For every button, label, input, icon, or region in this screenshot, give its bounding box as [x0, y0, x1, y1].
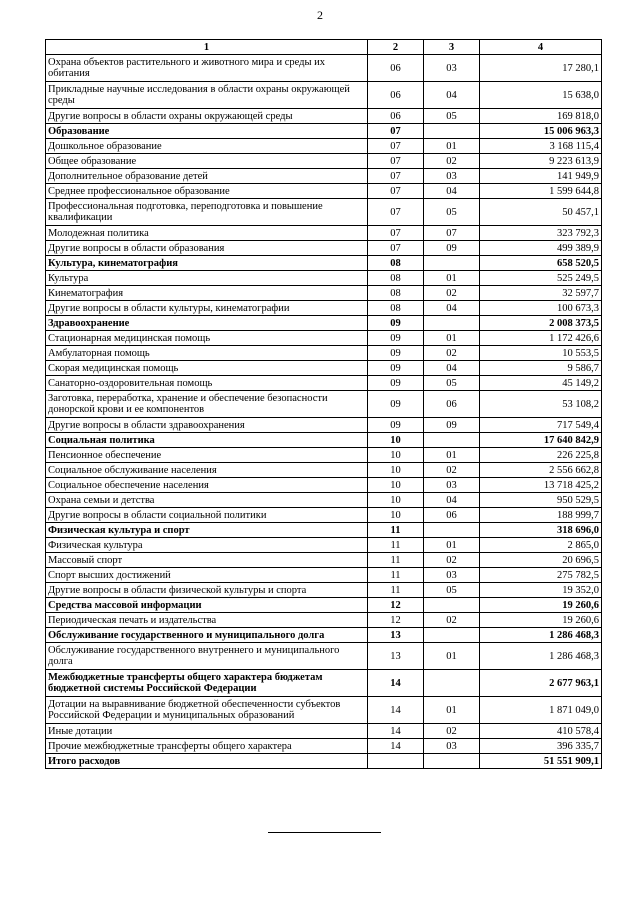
row-subsection-cell: 04 [424, 301, 480, 316]
row-section-cell: 06 [368, 109, 424, 124]
row-subsection-cell: 02 [424, 154, 480, 169]
row-name-cell: Скорая медицинская помощь [46, 361, 368, 376]
table-row [46, 643, 602, 670]
row-name-cell: Другие вопросы в области образования [46, 241, 368, 256]
row-section-cell: 09 [368, 346, 424, 361]
row-name-cell: Физическая культура [46, 538, 368, 553]
row-amount-cell: 51 551 909,1 [480, 754, 602, 769]
row-name-cell: Охрана семьи и детства [46, 493, 368, 508]
row-amount-cell: 226 225,8 [480, 448, 602, 463]
row-subsection-cell: 02 [424, 553, 480, 568]
row-subsection-cell: 01 [424, 448, 480, 463]
row-name-cell: Другие вопросы в области охраны окружающей среды [46, 109, 368, 124]
table-row [46, 628, 602, 643]
table-row [46, 124, 602, 139]
row-name-cell: Дотации на выравнивание бюджетной обеспеченности субъектов Российской Федерации и муниципальных образований [46, 697, 368, 724]
page-number: 2 [317, 8, 323, 22]
row-subsection-cell [424, 754, 480, 769]
row-name-cell: Периодическая печать и издательства [46, 613, 368, 628]
budget-table [45, 39, 602, 769]
row-name-cell: Культура, кинематография [46, 256, 368, 271]
table-row [46, 613, 602, 628]
table-row [46, 169, 602, 184]
row-section-cell: 08 [368, 286, 424, 301]
row-subsection-cell: 05 [424, 376, 480, 391]
row-section-cell: 12 [368, 613, 424, 628]
row-subsection-cell [424, 670, 480, 697]
table-row [46, 463, 602, 478]
table-row [46, 568, 602, 583]
table-row [46, 697, 602, 724]
table-row [46, 418, 602, 433]
row-name-cell: Заготовка, переработка, хранение и обеспечение безопасности донорской крови и ее компонентов [46, 391, 368, 418]
table-row [46, 724, 602, 739]
row-subsection-cell: 02 [424, 346, 480, 361]
row-name-cell: Культура [46, 271, 368, 286]
row-name-cell: Охрана объектов растительного и животного мира и среды их обитания [46, 55, 368, 82]
row-subsection-cell: 02 [424, 724, 480, 739]
row-name-cell: Средства массовой информации [46, 598, 368, 613]
row-section-cell: 14 [368, 670, 424, 697]
row-section-cell [368, 754, 424, 769]
row-section-cell: 09 [368, 391, 424, 418]
row-section-cell: 06 [368, 55, 424, 82]
row-section-cell: 10 [368, 463, 424, 478]
table-row [46, 346, 602, 361]
row-name-cell: Другие вопросы в области физической культуры и спорта [46, 583, 368, 598]
row-amount-cell: 950 529,5 [480, 493, 602, 508]
table-row [46, 508, 602, 523]
row-amount-cell: 2 556 662,8 [480, 463, 602, 478]
row-name-cell: Дополнительное образование детей [46, 169, 368, 184]
row-name-cell: Санаторно-оздоровительная помощь [46, 376, 368, 391]
row-subsection-cell: 04 [424, 493, 480, 508]
row-section-cell: 10 [368, 448, 424, 463]
table-row [46, 199, 602, 226]
row-section-cell: 09 [368, 418, 424, 433]
row-name-cell: Профессиональная подготовка, переподготовка и повышение квалификации [46, 199, 368, 226]
row-amount-cell: 15 638,0 [480, 82, 602, 109]
table-row [46, 109, 602, 124]
row-name-cell: Другие вопросы в области социальной политики [46, 508, 368, 523]
row-amount-cell: 13 718 425,2 [480, 478, 602, 493]
row-name-cell: Среднее профессиональное образование [46, 184, 368, 199]
row-section-cell: 11 [368, 523, 424, 538]
row-subsection-cell: 04 [424, 82, 480, 109]
row-section-cell: 07 [368, 139, 424, 154]
row-subsection-cell: 04 [424, 184, 480, 199]
row-subsection-cell: 02 [424, 286, 480, 301]
row-amount-cell: 396 335,7 [480, 739, 602, 754]
row-section-cell: 06 [368, 82, 424, 109]
row-amount-cell: 188 999,7 [480, 508, 602, 523]
table-row [46, 154, 602, 169]
row-subsection-cell: 05 [424, 583, 480, 598]
table-row [46, 256, 602, 271]
row-section-cell: 07 [368, 241, 424, 256]
row-amount-cell: 2 008 373,5 [480, 316, 602, 331]
row-section-cell: 11 [368, 553, 424, 568]
row-subsection-cell: 03 [424, 55, 480, 82]
row-subsection-cell: 01 [424, 331, 480, 346]
row-name-cell: Межбюджетные трансферты общего характера бюджетам бюджетной системы Российской Федерации [46, 670, 368, 697]
row-section-cell: 08 [368, 256, 424, 271]
row-amount-cell: 45 149,2 [480, 376, 602, 391]
footer-rule [268, 832, 381, 833]
table-row [46, 331, 602, 346]
table-row [46, 361, 602, 376]
table-row [46, 433, 602, 448]
row-name-cell: Обслуживание государственного и муниципального долга [46, 628, 368, 643]
table-row [46, 241, 602, 256]
row-section-cell: 07 [368, 154, 424, 169]
row-subsection-cell: 02 [424, 613, 480, 628]
row-subsection-cell: 01 [424, 271, 480, 286]
table-row [46, 598, 602, 613]
row-subsection-cell: 06 [424, 508, 480, 523]
row-amount-cell: 2 677 963,1 [480, 670, 602, 697]
row-amount-cell: 1 286 468,3 [480, 643, 602, 670]
row-name-cell: Итого расходов [46, 754, 368, 769]
row-name-cell: Другие вопросы в области культуры, кинематографии [46, 301, 368, 316]
row-name-cell: Здравоохранение [46, 316, 368, 331]
table-row [46, 55, 602, 82]
row-subsection-cell: 05 [424, 199, 480, 226]
row-section-cell: 07 [368, 124, 424, 139]
row-subsection-cell [424, 316, 480, 331]
table-row [46, 493, 602, 508]
row-amount-cell: 525 249,5 [480, 271, 602, 286]
row-section-cell: 11 [368, 568, 424, 583]
row-amount-cell: 50 457,1 [480, 199, 602, 226]
row-subsection-cell: 03 [424, 478, 480, 493]
row-amount-cell: 17 640 842,9 [480, 433, 602, 448]
row-amount-cell: 1 286 468,3 [480, 628, 602, 643]
row-section-cell: 07 [368, 226, 424, 241]
row-name-cell: Стационарная медицинская помощь [46, 331, 368, 346]
row-amount-cell: 10 553,5 [480, 346, 602, 361]
row-section-cell: 07 [368, 199, 424, 226]
column-header-section: 2 [368, 40, 424, 55]
row-section-cell: 13 [368, 643, 424, 670]
row-section-cell: 11 [368, 538, 424, 553]
row-name-cell: Другие вопросы в области здравоохранения [46, 418, 368, 433]
row-subsection-cell [424, 124, 480, 139]
row-amount-cell: 19 260,6 [480, 613, 602, 628]
row-subsection-cell [424, 598, 480, 613]
row-amount-cell: 15 006 963,3 [480, 124, 602, 139]
table-row [46, 754, 602, 769]
row-subsection-cell [424, 256, 480, 271]
row-subsection-cell: 03 [424, 169, 480, 184]
row-section-cell: 07 [368, 184, 424, 199]
row-section-cell: 09 [368, 376, 424, 391]
row-subsection-cell [424, 433, 480, 448]
table-row [46, 271, 602, 286]
row-amount-cell: 100 673,3 [480, 301, 602, 316]
row-name-cell: Образование [46, 124, 368, 139]
column-header-subsection: 3 [424, 40, 480, 55]
row-amount-cell: 717 549,4 [480, 418, 602, 433]
row-subsection-cell: 03 [424, 568, 480, 583]
row-subsection-cell: 05 [424, 109, 480, 124]
table-row [46, 553, 602, 568]
row-amount-cell: 2 865,0 [480, 538, 602, 553]
row-subsection-cell: 04 [424, 361, 480, 376]
table-row [46, 739, 602, 754]
row-amount-cell: 32 597,7 [480, 286, 602, 301]
table-row [46, 226, 602, 241]
row-name-cell: Пенсионное обеспечение [46, 448, 368, 463]
row-section-cell: 10 [368, 508, 424, 523]
column-header-name: 1 [46, 40, 368, 55]
row-amount-cell: 318 696,0 [480, 523, 602, 538]
row-name-cell: Прочие межбюджетные трансферты общего характера [46, 739, 368, 754]
row-section-cell: 07 [368, 169, 424, 184]
row-section-cell: 12 [368, 598, 424, 613]
row-amount-cell: 19 352,0 [480, 583, 602, 598]
row-section-cell: 08 [368, 301, 424, 316]
column-header-amount: 4 [480, 40, 602, 55]
row-subsection-cell: 09 [424, 241, 480, 256]
table-row [46, 538, 602, 553]
row-name-cell: Обслуживание государственного внутреннего и муниципального долга [46, 643, 368, 670]
table-header-row [46, 40, 602, 55]
row-name-cell: Социальное обеспечение населения [46, 478, 368, 493]
row-subsection-cell [424, 628, 480, 643]
row-section-cell: 14 [368, 724, 424, 739]
row-amount-cell: 1 599 644,8 [480, 184, 602, 199]
row-name-cell: Иные дотации [46, 724, 368, 739]
row-amount-cell: 1 871 049,0 [480, 697, 602, 724]
row-amount-cell: 169 818,0 [480, 109, 602, 124]
table-row [46, 139, 602, 154]
row-name-cell: Амбулаторная помощь [46, 346, 368, 361]
row-amount-cell: 20 696,5 [480, 553, 602, 568]
row-subsection-cell: 01 [424, 697, 480, 724]
row-amount-cell: 275 782,5 [480, 568, 602, 583]
table-row [46, 301, 602, 316]
table-row [46, 583, 602, 598]
table-row [46, 316, 602, 331]
table-row [46, 376, 602, 391]
row-amount-cell: 658 520,5 [480, 256, 602, 271]
row-subsection-cell: 07 [424, 226, 480, 241]
row-subsection-cell [424, 523, 480, 538]
row-section-cell: 14 [368, 739, 424, 754]
row-section-cell: 10 [368, 493, 424, 508]
row-amount-cell: 323 792,3 [480, 226, 602, 241]
row-name-cell: Кинематография [46, 286, 368, 301]
row-name-cell: Социальная политика [46, 433, 368, 448]
row-subsection-cell: 03 [424, 739, 480, 754]
row-name-cell: Социальное обслуживание населения [46, 463, 368, 478]
row-amount-cell: 3 168 115,4 [480, 139, 602, 154]
row-amount-cell: 9 223 613,9 [480, 154, 602, 169]
row-amount-cell: 19 260,6 [480, 598, 602, 613]
table-row [46, 448, 602, 463]
table-row [46, 670, 602, 697]
row-name-cell: Прикладные научные исследования в области охраны окружающей среды [46, 82, 368, 109]
table-row [46, 478, 602, 493]
row-section-cell: 09 [368, 316, 424, 331]
row-amount-cell: 53 108,2 [480, 391, 602, 418]
row-subsection-cell: 01 [424, 139, 480, 154]
row-amount-cell: 410 578,4 [480, 724, 602, 739]
row-name-cell: Спорт высших достижений [46, 568, 368, 583]
row-section-cell: 09 [368, 331, 424, 346]
row-amount-cell: 17 280,1 [480, 55, 602, 82]
row-subsection-cell: 01 [424, 538, 480, 553]
table-row [46, 286, 602, 301]
row-name-cell: Физическая культура и спорт [46, 523, 368, 538]
row-amount-cell: 1 172 426,6 [480, 331, 602, 346]
row-name-cell: Общее образование [46, 154, 368, 169]
row-subsection-cell: 09 [424, 418, 480, 433]
table-row [46, 391, 602, 418]
row-subsection-cell: 02 [424, 463, 480, 478]
row-subsection-cell: 01 [424, 643, 480, 670]
row-name-cell: Молодежная политика [46, 226, 368, 241]
row-section-cell: 10 [368, 478, 424, 493]
row-name-cell: Дошкольное образование [46, 139, 368, 154]
row-amount-cell: 141 949,9 [480, 169, 602, 184]
row-section-cell: 14 [368, 697, 424, 724]
row-section-cell: 08 [368, 271, 424, 286]
row-subsection-cell: 06 [424, 391, 480, 418]
table-row [46, 82, 602, 109]
row-name-cell: Массовый спорт [46, 553, 368, 568]
row-section-cell: 13 [368, 628, 424, 643]
table-row [46, 184, 602, 199]
row-amount-cell: 499 389,9 [480, 241, 602, 256]
table-row [46, 523, 602, 538]
row-section-cell: 09 [368, 361, 424, 376]
row-section-cell: 11 [368, 583, 424, 598]
row-section-cell: 10 [368, 433, 424, 448]
row-amount-cell: 9 586,7 [480, 361, 602, 376]
